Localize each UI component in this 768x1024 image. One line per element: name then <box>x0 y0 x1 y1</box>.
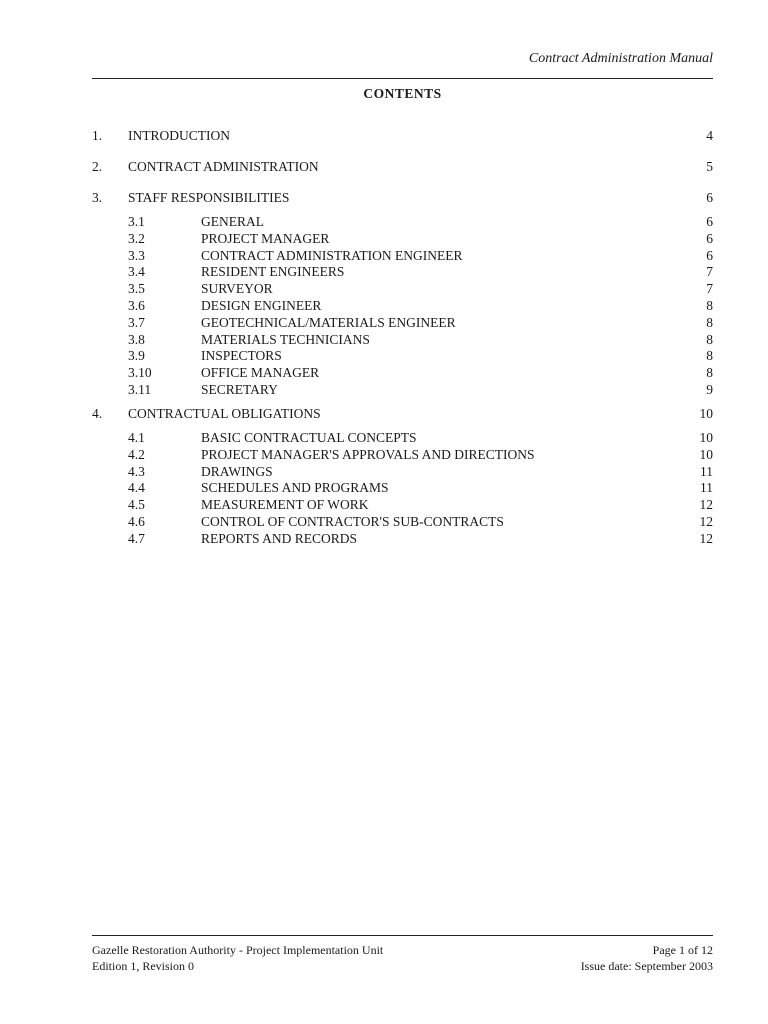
toc-title: MATERIALS TECHNICIANS <box>201 331 370 347</box>
toc-subsection-row <box>92 297 713 314</box>
toc-page-number: 10 <box>699 446 713 462</box>
toc-number: 3. <box>92 190 103 205</box>
toc-title: GEOTECHNICAL/MATERIALS ENGINEER <box>201 314 456 330</box>
toc-subsection-row <box>92 429 713 446</box>
toc-number: 3.9 <box>128 348 145 364</box>
toc-title: STAFF RESPONSIBILITIES <box>128 190 290 205</box>
toc-number: 4. <box>92 406 103 421</box>
toc-subsection-row <box>92 513 713 530</box>
toc-subsection-row <box>92 263 713 280</box>
toc-number: 4.1 <box>128 430 145 445</box>
toc-title: PROJECT MANAGER'S APPROVALS AND DIRECTIONS <box>201 446 535 462</box>
toc-title: SCHEDULES AND PROGRAMS <box>201 480 389 496</box>
footer-organization: Gazelle Restoration Authority - Project Implementation Unit <box>92 943 384 957</box>
toc-number: 1. <box>92 128 103 143</box>
toc-title: INTRODUCTION <box>128 128 230 143</box>
footer-left <box>92 942 383 974</box>
toc-title: SECRETARY <box>201 382 278 397</box>
footer-page-number: Page 1 of 12 <box>652 943 713 957</box>
toc-number: 3.10 <box>128 365 152 381</box>
toc-page-number: 10 <box>699 406 713 421</box>
toc-number: 3.11 <box>128 382 152 397</box>
toc-subsection-row <box>92 479 713 496</box>
toc-page-number: 10 <box>699 430 713 445</box>
toc-number: 4.5 <box>128 497 145 513</box>
toc-page-number: 12 <box>699 514 713 529</box>
toc-subsection-row <box>92 247 713 264</box>
footer-issue-date: Issue date: September 2003 <box>580 959 713 973</box>
toc-number: 4.2 <box>128 446 145 462</box>
toc-section-row <box>92 189 713 206</box>
toc-section-row <box>92 158 713 175</box>
toc-subsection-row <box>92 364 713 381</box>
toc-number: 3.7 <box>128 314 145 330</box>
toc-page-number: 12 <box>699 530 713 546</box>
toc-number: 3.2 <box>128 230 145 246</box>
toc-number: 2. <box>92 159 103 174</box>
toc-page-number: 8 <box>706 348 713 364</box>
toc-subsection-row <box>92 381 713 398</box>
toc-subsection-row <box>92 213 713 230</box>
footer-rule <box>92 935 713 936</box>
toc-title: REPORTS AND RECORDS <box>201 530 357 546</box>
toc-title: CONTRACT ADMINISTRATION <box>128 159 319 174</box>
toc-page-number: 11 <box>700 463 713 479</box>
running-header-title: Contract Administration Manual <box>528 51 713 66</box>
toc-subsection-row <box>92 530 713 547</box>
toc-title: CONTRACTUAL OBLIGATIONS <box>128 406 321 421</box>
toc-title: MEASUREMENT OF WORK <box>201 497 369 513</box>
toc-page-number: 7 <box>706 264 713 280</box>
toc-subsection-row <box>92 463 713 480</box>
toc-number: 4.6 <box>128 514 145 529</box>
toc-subsection-row <box>92 496 713 513</box>
toc-title: DESIGN ENGINEER <box>201 298 322 313</box>
toc-number: 4.3 <box>128 463 145 479</box>
toc-number: 3.5 <box>128 281 145 297</box>
toc-section-row <box>92 405 713 422</box>
toc-title: DRAWINGS <box>201 463 273 479</box>
toc-title: GENERAL <box>201 214 264 229</box>
toc-page-number: 7 <box>706 281 713 297</box>
toc-section-row <box>92 127 713 144</box>
toc-page-number: 11 <box>700 480 713 496</box>
toc-subsection-row <box>92 331 713 348</box>
toc-page-number: 12 <box>699 497 713 513</box>
toc-page-number: 6 <box>706 230 713 246</box>
toc-title: CONTROL OF CONTRACTOR'S SUB-CONTRACTS <box>201 514 504 529</box>
toc-number: 4.7 <box>128 530 145 546</box>
toc-number: 3.3 <box>128 247 145 263</box>
contents-heading: CONTENTS <box>363 86 442 101</box>
toc-page-number: 4 <box>706 128 713 143</box>
toc-number: 4.4 <box>128 480 145 496</box>
toc-title: RESIDENT ENGINEERS <box>201 264 345 280</box>
toc-page-number: 8 <box>706 365 713 381</box>
toc-title: SURVEYOR <box>201 281 273 297</box>
footer-right <box>581 942 713 974</box>
toc-page-number: 6 <box>706 214 713 229</box>
toc-page-number: 6 <box>706 190 713 205</box>
toc-subsection-row <box>92 446 713 463</box>
toc-page-number: 6 <box>706 247 713 263</box>
toc-page-number: 9 <box>706 382 713 397</box>
footer-edition: Edition 1, Revision 0 <box>92 959 194 973</box>
toc-page-number: 8 <box>706 331 713 347</box>
toc-page-number: 8 <box>706 314 713 330</box>
toc-title: PROJECT MANAGER <box>201 230 330 246</box>
toc-subsection-row <box>92 230 713 247</box>
toc-title: OFFICE MANAGER <box>201 365 320 381</box>
toc-subsection-row <box>92 280 713 297</box>
toc-subsection-row <box>92 314 713 331</box>
toc-subsection-row <box>92 347 713 364</box>
toc-number: 3.6 <box>128 298 145 313</box>
toc-title: CONTRACT ADMINISTRATION ENGINEER <box>201 247 463 263</box>
toc-number: 3.8 <box>128 331 145 347</box>
toc-number: 3.1 <box>128 214 145 229</box>
header-rule <box>92 78 713 79</box>
toc-page-number: 8 <box>706 298 713 313</box>
toc-title: BASIC CONTRACTUAL CONCEPTS <box>201 430 417 445</box>
toc-title: INSPECTORS <box>201 348 282 364</box>
toc-number: 3.4 <box>128 264 145 280</box>
toc-page-number: 5 <box>706 159 713 174</box>
